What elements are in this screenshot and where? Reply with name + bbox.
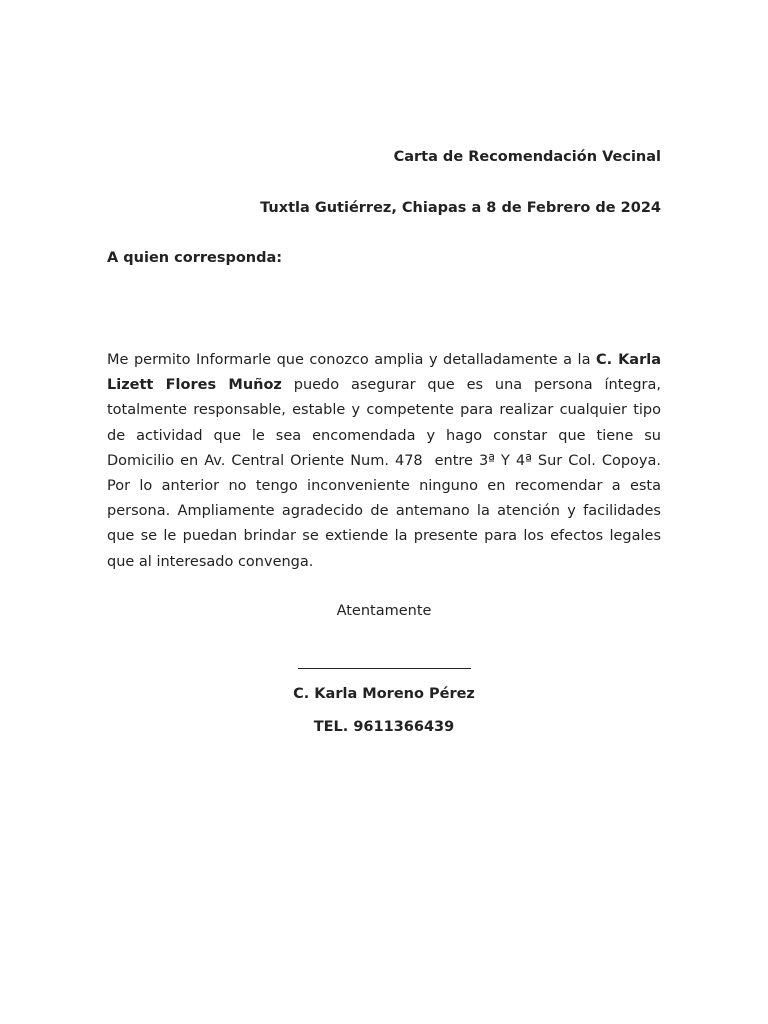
body-rest: puedo asegurar que es una persona íntegra, totalmente responsable, estable y competente para realizar cualquier tipo de actividad que le sea encomendada y hago constar que tiene su Domicilio en Av. Central Oriente Num. 478 entre 3ª Y 4ª Sur Col. Copoya. Por lo anterior no tengo inconveniente ninguno en recomendar a esta persona. Ampliamente agradecido de antemano la atención y facilidades que se le puedan brindar se extiende la presente para los efectos legales que al interesado convenga.: [107, 377, 666, 570]
place-date: Tuxtla Gutiérrez, Chiapas a 8 de Febrero de 2024: [260, 200, 661, 216]
salutation: A quien corresponda:: [107, 250, 283, 266]
signer-name: C. Karla Moreno Pérez: [293, 686, 475, 702]
closing: Atentamente: [336, 603, 432, 619]
body-intro: Me permito Informarle que conozco amplia y detalladamente a la: [107, 352, 596, 368]
letter-title: Carta de Recomendación Vecinal: [393, 149, 661, 165]
signer-phone: TEL. 9611366439: [313, 719, 455, 735]
letter-body: [107, 348, 667, 575]
recommended-name: C. Karla Lizett Flores Muñoz: [107, 352, 667, 394]
signature-line: [298, 668, 471, 669]
